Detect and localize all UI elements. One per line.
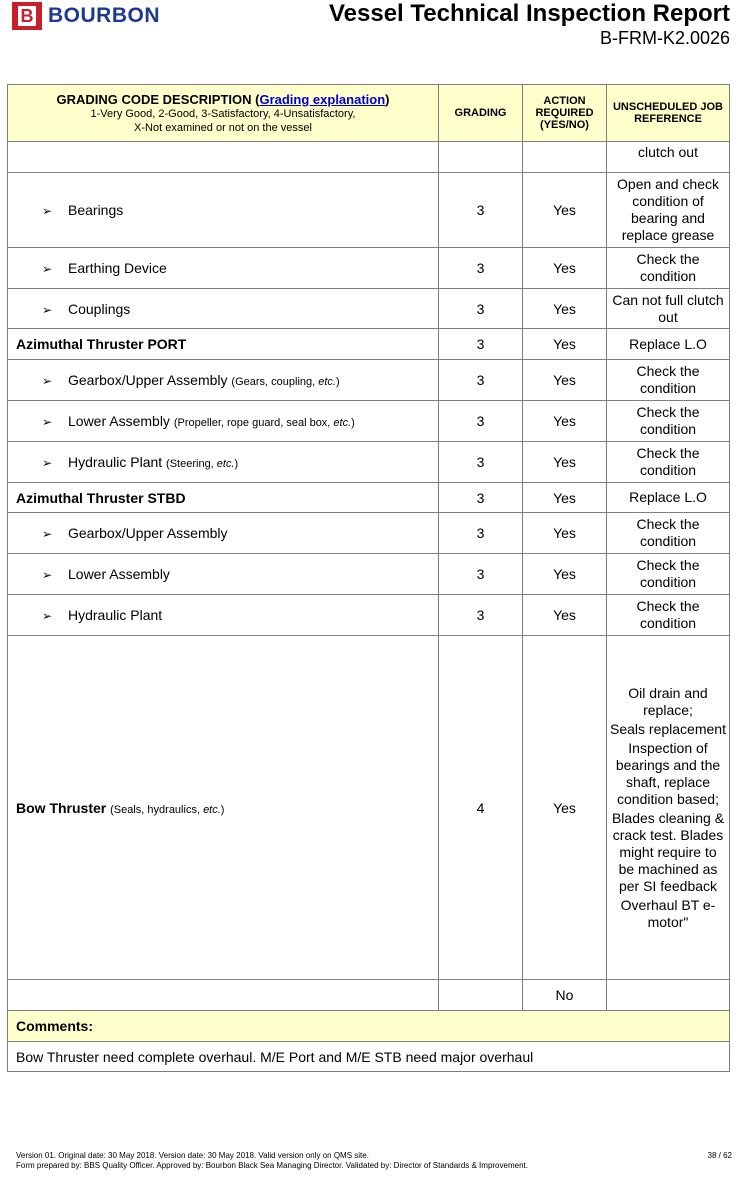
- arrow-bullet-icon: ➢: [42, 204, 53, 218]
- comments-text: Bow Thruster need complete overhaul. M/E Port and M/E STB need major overhaul: [8, 1042, 730, 1072]
- item-cell: [8, 442, 439, 483]
- job-reference-header: UNSCHEDULED JOB REFERENCE: [607, 85, 730, 142]
- table-row: [8, 554, 730, 595]
- table-row: [8, 483, 730, 513]
- item-label: Earthing Device: [68, 260, 167, 276]
- table-row: [8, 513, 730, 554]
- grading-explanation-link[interactable]: Grading explanation: [259, 91, 386, 107]
- item-cell: [8, 554, 439, 595]
- item-note: (Propeller, rope guard, seal box, etc.): [173, 417, 355, 429]
- grading-cell: 3: [439, 401, 523, 442]
- job-reference-cell: [607, 329, 730, 360]
- arrow-bullet-icon: ➢: [42, 415, 53, 429]
- grading-scale-line2: X-Not examined or not on the vessel: [134, 121, 312, 134]
- action-cell: [523, 142, 607, 173]
- item-cell: [8, 360, 439, 401]
- job-reference-cell: [607, 173, 730, 248]
- item-cell: [8, 142, 439, 173]
- item-label: Hydraulic Plant: [68, 607, 163, 623]
- table-row: [8, 289, 730, 329]
- job-reference-cell: [607, 142, 730, 173]
- section-label: Bow Thruster: [16, 799, 107, 816]
- job-reference-text: Check the condition: [636, 251, 700, 284]
- grading-cell: 3: [439, 360, 523, 401]
- item-cell: [8, 173, 439, 248]
- table-row: [8, 442, 730, 483]
- page-footer: [16, 1151, 732, 1171]
- report-title: Vessel Technical Inspection Report: [328, 0, 730, 27]
- desc-title-suffix: ): [385, 91, 390, 107]
- table-row: [8, 980, 730, 1011]
- grading-cell: 3: [439, 248, 523, 289]
- item-note: (Steering, etc.): [166, 458, 239, 470]
- table-row: [8, 636, 730, 980]
- item-cell: [8, 636, 439, 980]
- item-label: Hydraulic Plant: [68, 454, 163, 470]
- job-reference-cell: [607, 360, 730, 401]
- job-reference-cell: [607, 289, 730, 329]
- logo-text: BOURBON: [48, 4, 160, 27]
- item-label: Lower Assembly: [68, 413, 170, 429]
- item-label: Lower Assembly: [68, 566, 170, 582]
- job-reference-text: Oil drain and replace;: [628, 684, 708, 718]
- grading-cell: 3: [439, 442, 523, 483]
- item-label: Gearbox/Upper Assembly: [68, 525, 228, 541]
- action-cell: Yes: [523, 636, 607, 980]
- table-row: [8, 329, 730, 360]
- job-reference-text: Can not full clutch out: [612, 291, 724, 325]
- section-label: Azimuthal Thruster STBD: [16, 489, 186, 506]
- job-reference-text: Check the condition: [636, 598, 700, 631]
- grading-cell: [439, 142, 523, 173]
- action-required-header: ACTION REQUIRED (YES/NO): [523, 85, 607, 142]
- job-reference-cell: [607, 513, 730, 554]
- job-reference-text: Check the condition: [636, 363, 700, 396]
- comments-header-row: [8, 1011, 730, 1042]
- job-reference-text: Check the condition: [636, 557, 700, 590]
- page-number: 38 / 62: [707, 1151, 732, 1160]
- job-reference-text: Check the condition: [636, 404, 700, 437]
- action-cell: Yes: [523, 329, 607, 360]
- logo-mark: [12, 2, 42, 30]
- item-label: Couplings: [68, 300, 131, 317]
- table-row: [8, 173, 730, 248]
- grading-cell: 3: [439, 554, 523, 595]
- job-reference-cell: [607, 554, 730, 595]
- action-cell: Yes: [523, 401, 607, 442]
- item-label: Gearbox/Upper Assembly: [68, 372, 228, 388]
- comments-body-row: [8, 1042, 730, 1072]
- job-reference-text: Check the condition: [636, 445, 700, 478]
- table-row: [8, 248, 730, 289]
- item-cell: [8, 401, 439, 442]
- action-cell: Yes: [523, 173, 607, 248]
- item-cell: [8, 513, 439, 554]
- logo-letter: B: [18, 6, 36, 26]
- table-header-row: [8, 85, 730, 142]
- arrow-bullet-icon: ➢: [42, 374, 53, 388]
- grading-scale-line1: 1-Very Good, 2-Good, 3-Satisfactory, 4-Unsatisfactory,: [90, 107, 356, 120]
- job-reference-text: Check the condition: [636, 516, 700, 549]
- table-row: [8, 142, 730, 173]
- grading-cell: [439, 980, 523, 1011]
- action-cell: Yes: [523, 595, 607, 636]
- action-cell: Yes: [523, 483, 607, 513]
- grading-cell: 3: [439, 595, 523, 636]
- job-reference-text: Replace L.O: [629, 489, 707, 505]
- grading-cell: 3: [439, 329, 523, 360]
- bourbon-logo: [12, 2, 160, 30]
- footer-version-line: Version 01. Original date: 30 May 2018. Version date: 30 May 2018. Valid version only on QMS site.: [16, 1151, 369, 1160]
- item-cell: [8, 595, 439, 636]
- grading-cell: 3: [439, 289, 523, 329]
- job-reference-text: Replace L.O: [629, 335, 707, 352]
- desc-title-prefix: GRADING CODE DESCRIPTION (: [56, 91, 260, 107]
- grading-cell: 3: [439, 513, 523, 554]
- job-reference-text: Overhaul BT e-motor": [620, 896, 716, 930]
- job-reference-cell: [607, 248, 730, 289]
- inspection-table: [7, 84, 730, 1072]
- item-cell: [8, 980, 439, 1011]
- job-reference-cell: [607, 483, 730, 513]
- action-cell: Yes: [523, 554, 607, 595]
- job-reference-cell: [607, 980, 730, 1011]
- arrow-bullet-icon: ➢: [42, 456, 53, 470]
- action-cell: Yes: [523, 360, 607, 401]
- section-label: Azimuthal Thruster PORT: [16, 336, 187, 352]
- table-row: [8, 401, 730, 442]
- report-code: B-FRM-K2.0026: [599, 28, 730, 48]
- job-reference-cell: [607, 595, 730, 636]
- arrow-bullet-icon: ➢: [42, 609, 53, 623]
- arrow-bullet-icon: ➢: [42, 262, 53, 276]
- table-row: [8, 595, 730, 636]
- item-cell: [8, 289, 439, 329]
- grading-header: GRADING: [439, 85, 523, 142]
- item-cell: [8, 248, 439, 289]
- job-reference-text: Open and check condition of bearing and replace grease: [617, 176, 719, 243]
- footer-approval-line: Form prepared by: BBS Quality Officer. Approved by: Bourbon Black Sea Managing Director. Validated by: Director of Standards & Improvement.: [16, 1161, 528, 1170]
- comments-label: Comments:: [8, 1011, 730, 1042]
- job-reference-cell: [607, 401, 730, 442]
- item-note: (Gears, coupling, etc.): [231, 376, 340, 388]
- item-note: (Seals, hydraulics, etc.): [110, 803, 225, 816]
- action-cell: Yes: [523, 442, 607, 483]
- item-cell: [8, 483, 439, 513]
- job-reference-cell: [607, 442, 730, 483]
- job-reference-text: Blades cleaning & crack test. Blades might require to be machined as per SI feedback: [611, 809, 725, 894]
- action-cell: Yes: [523, 289, 607, 329]
- grading-cell: 4: [439, 636, 523, 980]
- arrow-bullet-icon: ➢: [42, 302, 53, 317]
- arrow-bullet-icon: ➢: [42, 568, 53, 582]
- arrow-bullet-icon: ➢: [42, 527, 53, 541]
- action-cell: No: [523, 980, 607, 1011]
- action-cell: Yes: [523, 248, 607, 289]
- table-row: [8, 360, 730, 401]
- item-cell: [8, 329, 439, 360]
- job-reference-text: clutch out: [638, 144, 698, 160]
- item-label: Bearings: [68, 202, 124, 218]
- job-reference-text: Inspection of bearings and the shaft, replace condition based;: [615, 739, 721, 807]
- grading-cell: 3: [439, 173, 523, 248]
- grading-code-description-header: [8, 85, 439, 142]
- page-header: [0, 0, 740, 70]
- action-cell: Yes: [523, 513, 607, 554]
- job-reference-cell: [607, 636, 730, 980]
- job-reference-text: Seals replacement: [610, 720, 726, 737]
- grading-cell: 3: [439, 483, 523, 513]
